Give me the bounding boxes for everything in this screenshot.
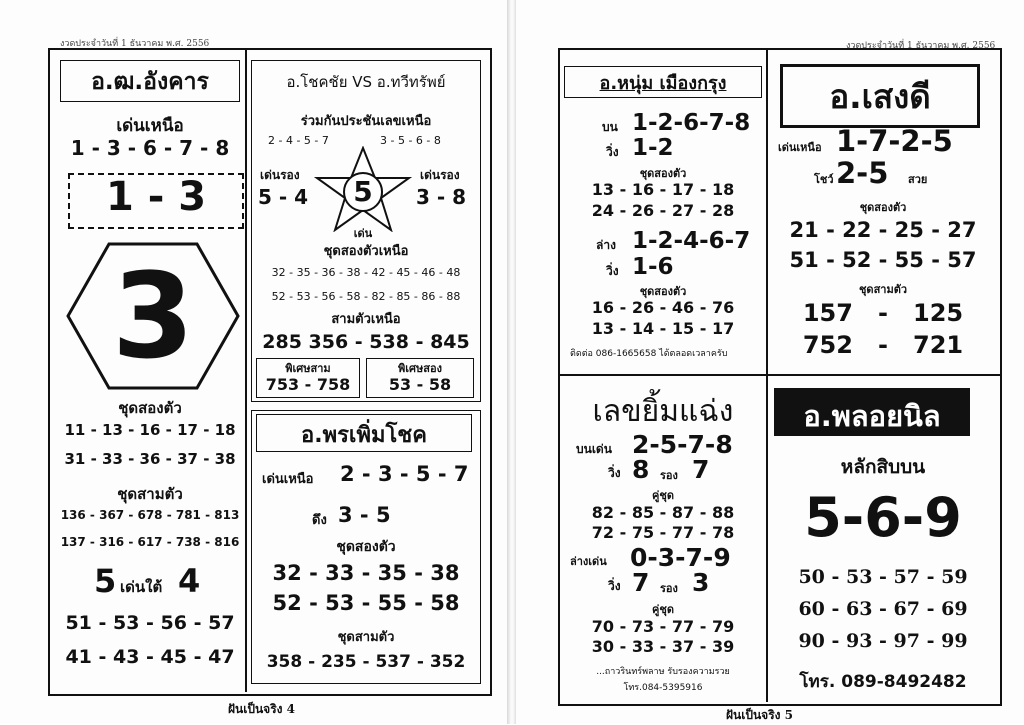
col2-left-set: 2 - 4 - 5 - 7 [268, 134, 329, 147]
tl-run-value: 1-2 [632, 135, 674, 161]
bl-run2-label: วิ่ง [608, 579, 621, 593]
col1-two-label: ชุดสองตัว [118, 399, 182, 417]
br-row-3: 90 - 93 - 97 - 99 [798, 630, 968, 652]
col2-top-title: อ.โชคชัย VS อ.ทวีทรัพย์ [286, 73, 446, 91]
bl-credit: ...ถาวรินทร์พลาษ รับรองความรวย [596, 667, 730, 677]
col2-left-label: เด่นรอง [260, 168, 300, 182]
tl-run2-value: 1-6 [632, 254, 674, 280]
br-title: อ.พลอยนิล [803, 399, 941, 433]
left-page-header: งวดประจำวันที่ 1 ธันวาคม พ.ศ. 2556 [60, 39, 210, 49]
special3-label: พิเศษสาม [285, 362, 331, 375]
col2-two-row-2: 52 - 53 - 56 - 58 - 82 - 85 - 86 - 88 [271, 290, 461, 303]
bl-pair2-label: คู่ชุด [652, 603, 674, 616]
col2-bottom-two-row-1: 32 - 33 - 35 - 38 [272, 561, 460, 585]
star-digit: 5 [353, 175, 373, 208]
col1-two-row-2: 31 - 33 - 36 - 37 - 38 [64, 450, 236, 468]
left-page-footer: ฝันเป็นจริง 4 [228, 702, 296, 716]
right-row-divider [560, 374, 1000, 376]
star-label: เด่น [353, 227, 373, 240]
tl-two-label: ชุดสองตัว [639, 167, 687, 180]
col2-bottom-lead-value: 2 - 3 - 5 - 7 [340, 462, 469, 486]
col2-two-row-1: 32 - 35 - 36 - 38 - 42 - 45 - 46 - 48 [271, 266, 461, 279]
col2-right-value: 3 - 8 [416, 185, 467, 209]
bl-pair-label: คู่ชุด [652, 489, 674, 502]
tl-run-label: วิ่ง [606, 145, 619, 159]
tl-bottom-value: 1-2-4-6-7 [632, 228, 751, 254]
right-page-header: งวดประจำวันที่ 1 ธันวาคม พ.ศ. 2556 [846, 41, 996, 51]
col2-right-set: 3 - 5 - 6 - 8 [380, 134, 441, 147]
br-phone: โทร. 089-8492482 [799, 672, 967, 692]
col1-south-left: 5 [94, 562, 117, 600]
bl-bottom-value: 0-3-7-9 [630, 543, 731, 572]
column-divider [245, 50, 247, 692]
col2-three-row: 285 356 - 538 - 845 [262, 331, 470, 353]
br-subtitle: หลักสิบบน [840, 456, 926, 478]
tr-two-label: ชุดสองตัว [859, 201, 907, 214]
col2-three-label: สามตัวเหนือ [331, 312, 401, 327]
col1-three-row-2: 137 - 316 - 617 - 738 - 816 [60, 535, 240, 549]
bl-top-label: บนเด่น [576, 442, 612, 456]
bl-run-value: 8 [632, 455, 650, 484]
tr-three-label: ชุดสามตัว [858, 283, 908, 296]
tr-lead-value: 1-7-2-5 [836, 124, 953, 158]
right-page [516, 0, 1024, 724]
tl-two-row-2: 24 - 26 - 27 - 28 [591, 201, 735, 220]
col2-bottom-title: อ.พรเพิ่มโชค [301, 423, 427, 448]
special2-value: 53 - 58 [388, 375, 452, 394]
col1-south-label: เด่นใต้ [120, 578, 163, 596]
right-column-divider [766, 50, 768, 702]
bl-title: เลขยิ้มแฉ่ง [592, 394, 734, 429]
bl-pair-row-1: 82 - 85 - 87 - 88 [591, 503, 735, 522]
col1-big-digit: 3 [111, 247, 195, 385]
tl-run2-label: วิ่ง [606, 264, 619, 278]
tl-top-label: บน [602, 120, 618, 134]
tr-three-row-2: 752 - 721 [802, 331, 964, 359]
bl-pair2-row-1: 70 - 73 - 77 - 79 [591, 617, 735, 636]
col2-top-subtitle: ร่วมกันประชันเลขเหนือ [300, 114, 432, 129]
bl-sub2-label: รอง [660, 582, 678, 595]
tl-two-row-1: 13 - 16 - 17 - 18 [591, 180, 735, 199]
col1-three-label: ชุดสามตัว [117, 485, 183, 503]
col2-bottom-pull-value: 3 - 5 [338, 503, 391, 527]
tr-show-suffix: สวย [908, 173, 928, 186]
tl-two2-label: ชุดสองตัว [639, 285, 687, 298]
bl-top-value: 2-5-7-8 [632, 430, 733, 459]
col2-left-value: 5 - 4 [258, 185, 309, 209]
col2-bottom-three-row: 358 - 235 - 537 - 352 [266, 652, 466, 672]
col1-two-row-1: 11 - 13 - 16 - 17 - 18 [64, 421, 236, 439]
col1-lead-numbers: 1 - 3 - 6 - 7 - 8 [70, 136, 230, 160]
special3-value: 753 - 758 [265, 375, 351, 394]
tr-two-row-2: 51 - 52 - 55 - 57 [789, 248, 977, 272]
special2-label: พิเศษสอง [398, 362, 442, 375]
col2-two-label: ชุดสองตัวเหนือ [323, 244, 409, 259]
tr-two-row-1: 21 - 22 - 25 - 27 [789, 218, 977, 242]
br-row-2: 60 - 63 - 67 - 69 [798, 598, 968, 620]
tr-show-label: โชว์ [814, 173, 834, 186]
tl-bottom-label: ล่าง [596, 238, 616, 252]
tl-two2-row-2: 13 - 14 - 15 - 17 [591, 319, 735, 338]
col1-dashed-pair: 1 - 3 [105, 174, 207, 220]
tl-top-value: 1-2-6-7-8 [632, 110, 751, 136]
tl-two2-row-1: 16 - 26 - 46 - 76 [591, 298, 735, 317]
bl-pair-row-2: 72 - 75 - 77 - 78 [591, 523, 735, 542]
right-page-footer: ฝันเป็นจริง 5 [726, 708, 794, 722]
br-row-1: 50 - 53 - 57 - 59 [798, 566, 968, 588]
col1-bottom-row-1: 51 - 53 - 56 - 57 [65, 612, 235, 634]
col2-bottom-two-label: ชุดสองตัว [336, 539, 396, 555]
col2-bottom-pull-label: ดึง [312, 513, 327, 528]
col1-south-right: 4 [178, 562, 201, 600]
bl-bottom-label: ล่างเด่น [570, 555, 607, 568]
bl-run2-value: 7 [632, 568, 650, 597]
col2-bottom-three-label: ชุดสามตัว [337, 630, 395, 645]
bl-sub-value: 7 [692, 455, 710, 484]
col1-three-row-1: 136 - 367 - 678 - 781 - 813 [60, 508, 240, 522]
br-big: 5-6-9 [804, 486, 962, 549]
tl-contact: ติดต่อ 086-1665658 ได้ตลอดเวลาครับ [570, 349, 728, 359]
col2-right-label: เด่นรอง [420, 168, 460, 182]
bl-sub2-value: 3 [692, 568, 710, 597]
bl-run-label: วิ่ง [608, 466, 621, 480]
col1-title: อ.ฒ.อังคาร [91, 69, 209, 95]
tr-show-value: 2-5 [836, 156, 889, 190]
col2-bottom-two-row-2: 52 - 53 - 55 - 58 [272, 591, 460, 615]
tr-lead-label: เด่นเหนือ [778, 141, 822, 154]
tl-title: อ.หนุ่ม เมืองกรุง [599, 73, 727, 94]
bl-phone: โทร.084-5395916 [623, 683, 703, 693]
col1-lead-label: เด่นเหนือ [116, 116, 184, 136]
col1-bottom-row-2: 41 - 43 - 45 - 47 [65, 646, 235, 668]
tr-three-row-1: 157 - 125 [802, 299, 964, 327]
left-page [0, 0, 508, 724]
tr-title: อ.เสงดี [829, 77, 931, 116]
col2-bottom-lead-label: เด่นเหนือ [262, 472, 314, 487]
bl-sub-label: รอง [660, 469, 678, 482]
bl-pair2-row-2: 30 - 33 - 37 - 39 [591, 637, 735, 656]
